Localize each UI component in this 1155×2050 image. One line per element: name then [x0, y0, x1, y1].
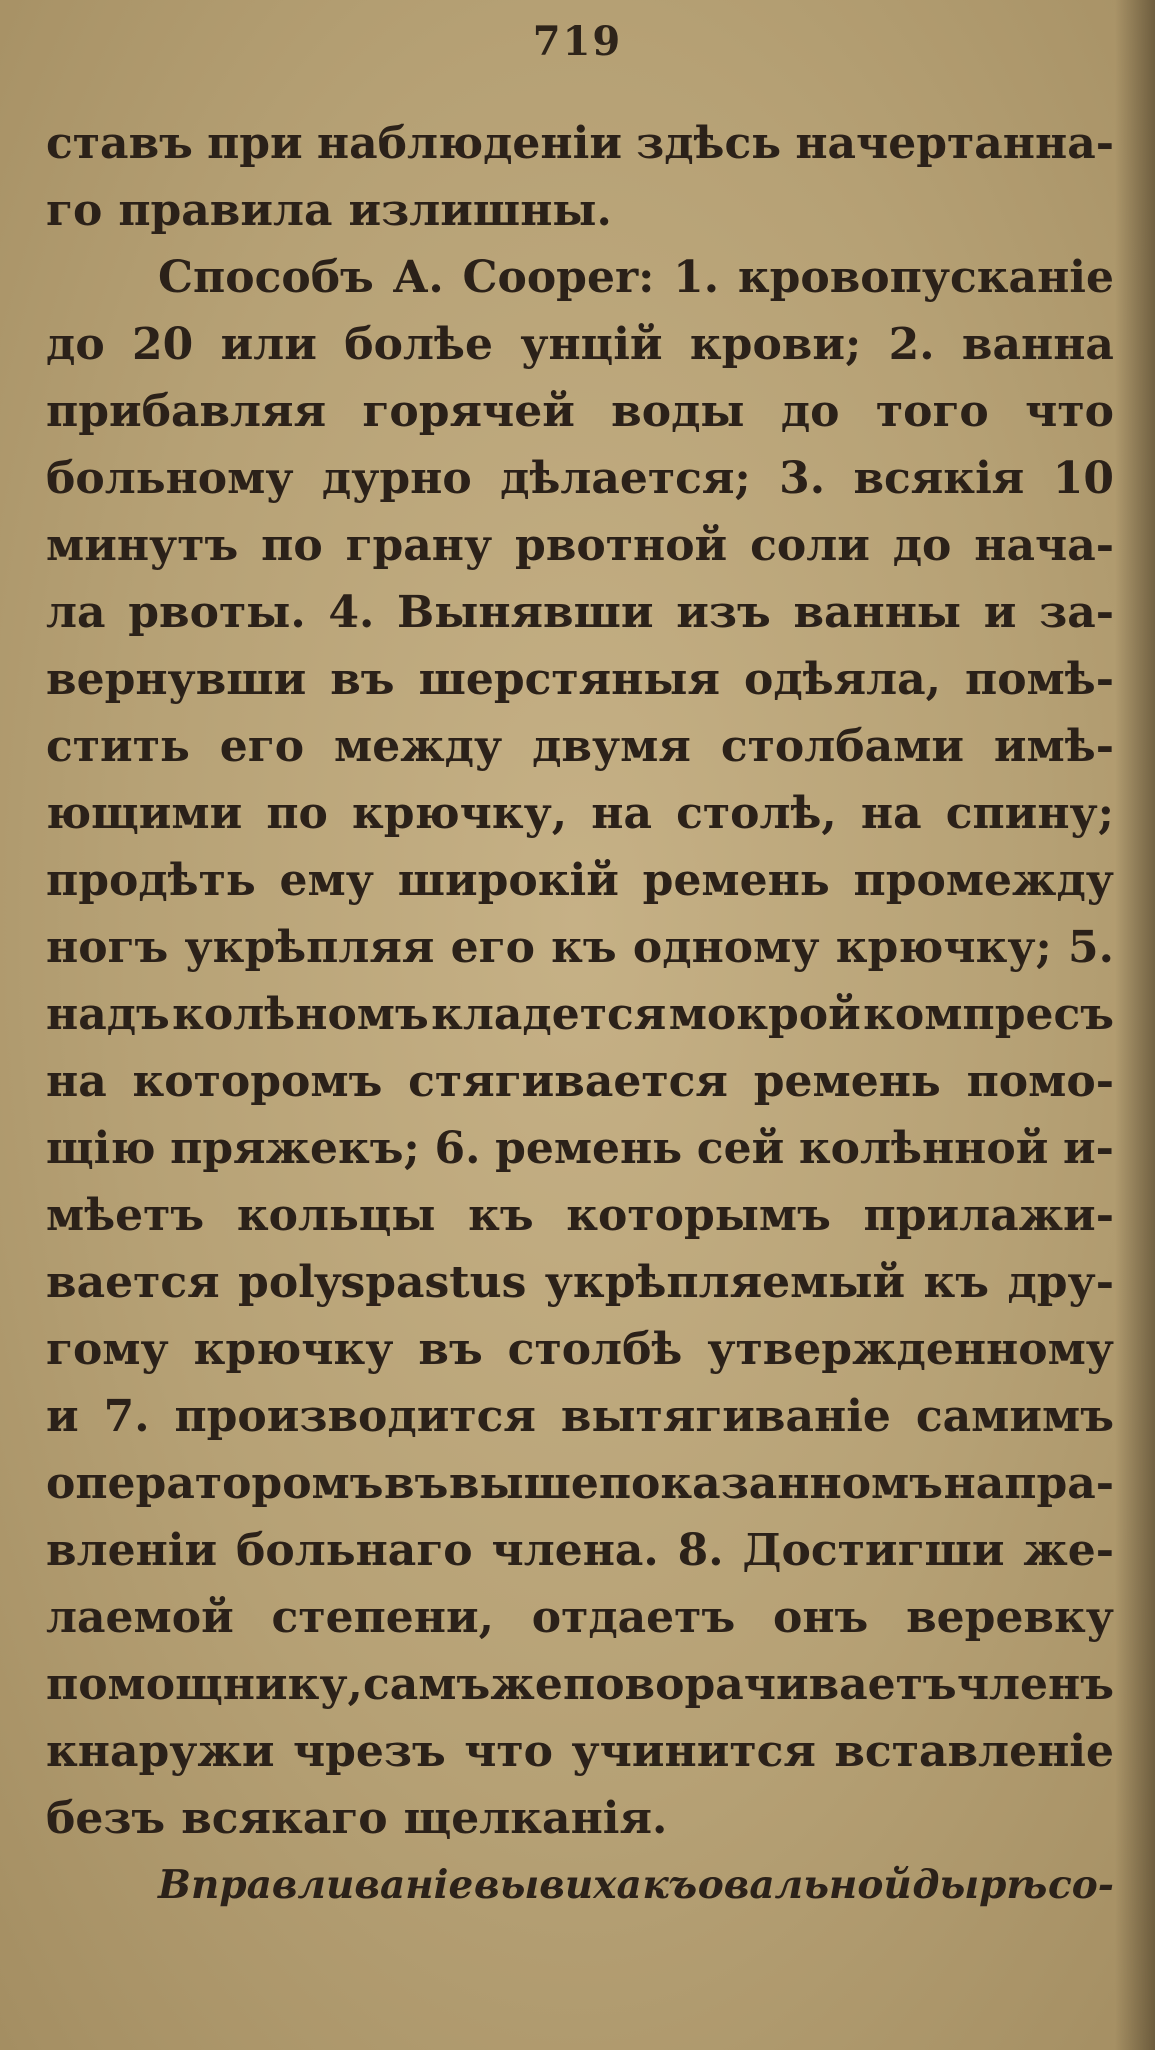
word: безъ — [46, 1793, 166, 1844]
word: спину; — [945, 788, 1114, 839]
word: его — [219, 721, 305, 772]
text-line — [46, 1651, 1114, 1718]
word: при — [207, 118, 303, 169]
word: грану — [345, 520, 493, 571]
text-line — [46, 1383, 1114, 1450]
word: 7. — [103, 1391, 150, 1442]
word: которымъ — [566, 1190, 831, 1241]
word: укрѣпляемый — [544, 1257, 906, 1308]
word: ремень — [642, 855, 830, 906]
word: здѣсь — [636, 118, 782, 169]
word: кольцы — [236, 1190, 436, 1241]
word: члена. — [491, 1525, 659, 1576]
word: что — [464, 1726, 554, 1777]
word: и- — [1063, 1123, 1114, 1174]
word: горячей — [362, 386, 575, 437]
word: на — [46, 1056, 107, 1107]
word: одному — [632, 922, 820, 973]
text-line — [46, 244, 1114, 311]
word: операторомъ — [46, 1458, 384, 1509]
word: polyspastus — [238, 1257, 527, 1308]
word: ставъ — [46, 118, 193, 169]
word: надъ — [46, 989, 170, 1040]
word: излишны. — [348, 185, 612, 236]
word: степени, — [271, 1592, 494, 1643]
text-line — [46, 1316, 1114, 1383]
word: промежду — [853, 855, 1114, 906]
word: ванна — [961, 319, 1114, 370]
word: 1. — [673, 252, 720, 303]
word: 4. — [328, 587, 375, 638]
text-line — [46, 847, 1114, 914]
word: 3. — [779, 453, 826, 504]
word: вывиха — [473, 1862, 642, 1908]
word: овальной — [697, 1862, 912, 1908]
word: щію — [46, 1123, 156, 1174]
text-line — [46, 1115, 1114, 1182]
word: вышепоказанномъ — [448, 1458, 944, 1509]
word: утвержденному — [707, 1324, 1114, 1375]
word: дырѣ — [912, 1862, 1048, 1908]
word: стягивается — [408, 1056, 728, 1107]
text-line — [46, 1517, 1114, 1584]
word: укрѣпляя — [184, 922, 435, 973]
word: кровопусканіе — [737, 252, 1114, 303]
word: столбами — [720, 721, 964, 772]
word: чрезъ — [292, 1726, 446, 1777]
word: изъ — [676, 587, 771, 638]
text-line — [46, 1048, 1114, 1115]
word: онъ — [773, 1592, 869, 1643]
word: крючку, — [352, 788, 568, 839]
word: ему — [279, 855, 374, 906]
text-line — [46, 780, 1114, 847]
word: стить — [46, 721, 190, 772]
word: Вправливаніе — [158, 1862, 474, 1908]
text-line — [46, 914, 1114, 981]
word: двумя — [532, 721, 691, 772]
text-line — [46, 1785, 1114, 1852]
word: колѣномъ — [172, 989, 429, 1040]
word: вставленіе — [834, 1726, 1114, 1777]
word: учинится — [571, 1726, 816, 1777]
word: за- — [1039, 587, 1114, 638]
word: въ — [384, 1458, 449, 1509]
word: дѣлается; — [500, 453, 751, 504]
word: по — [266, 788, 328, 839]
word: больнаго — [236, 1525, 473, 1576]
word: Вынявши — [397, 587, 654, 638]
text-line — [46, 445, 1114, 512]
word: нача- — [974, 520, 1114, 571]
word: и — [983, 587, 1017, 638]
word: 6. — [434, 1123, 481, 1174]
text-line — [46, 1718, 1114, 1785]
word: членъ — [956, 1659, 1114, 1710]
word: болѣе — [344, 319, 493, 370]
word: вернувши — [46, 654, 307, 705]
word: ногъ — [46, 922, 169, 973]
word: отдаетъ — [531, 1592, 736, 1643]
word: же- — [1023, 1525, 1114, 1576]
page-number: 719 — [532, 18, 623, 65]
word: вается — [46, 1257, 220, 1308]
word: 8. — [677, 1525, 724, 1576]
word: поворачиваетъ — [562, 1659, 957, 1710]
text-line — [46, 1182, 1114, 1249]
word: воды — [611, 386, 745, 437]
text-line — [46, 378, 1114, 445]
word: соли — [750, 520, 870, 571]
word: самимъ — [915, 1391, 1114, 1442]
word: веревку — [906, 1592, 1114, 1643]
section-heading-line — [46, 1852, 1114, 1919]
word: ванны — [793, 587, 962, 638]
word: ла — [46, 587, 106, 638]
text-line — [46, 1450, 1114, 1517]
text-line — [46, 110, 1114, 177]
word: производится — [174, 1391, 536, 1442]
word: со- — [1047, 1862, 1114, 1908]
text-line — [46, 177, 1114, 244]
word: къ — [551, 922, 617, 973]
text-line — [46, 981, 1114, 1048]
text-line — [46, 1249, 1114, 1316]
word: крючку — [193, 1324, 394, 1375]
word: больному — [46, 453, 294, 504]
word: 10 — [1052, 453, 1114, 504]
word: на — [860, 788, 922, 839]
word: минутъ — [46, 520, 239, 571]
word: кнаружи — [46, 1726, 275, 1777]
word: Cooper: — [462, 252, 655, 303]
word: ремень — [753, 1056, 941, 1107]
word: ремень — [495, 1123, 683, 1174]
word: всякаго — [181, 1793, 388, 1844]
word: что — [1025, 386, 1114, 437]
page-body — [46, 110, 1114, 1919]
word: на — [591, 788, 652, 839]
word: кладется — [431, 989, 667, 1040]
word: и — [46, 1391, 79, 1442]
binding-shadow — [1115, 0, 1155, 2050]
word: которомъ — [132, 1056, 383, 1107]
word: сей — [696, 1123, 785, 1174]
word: 20 — [132, 319, 194, 370]
word: рвоты. — [128, 587, 306, 638]
word: того — [875, 386, 989, 437]
word: помо- — [966, 1056, 1114, 1107]
word: между — [334, 721, 503, 772]
word: гому — [46, 1324, 169, 1375]
word: широкій — [397, 855, 619, 906]
word: шерстяныя — [418, 654, 720, 705]
word: по — [261, 520, 323, 571]
word: къ — [468, 1190, 534, 1241]
word: дру- — [1007, 1257, 1114, 1308]
word: правила — [118, 185, 333, 236]
word: напра- — [943, 1458, 1114, 1509]
word: продѣть — [46, 855, 256, 906]
word: мѣетъ — [46, 1190, 205, 1241]
word: 5. — [1068, 922, 1114, 973]
word: крови; — [689, 319, 862, 370]
text-line — [46, 311, 1114, 378]
word: помѣ- — [965, 654, 1114, 705]
word: до — [780, 386, 840, 437]
word: колѣнной — [798, 1123, 1049, 1174]
word: пряжекъ; — [170, 1123, 420, 1174]
word: имѣ- — [993, 721, 1114, 772]
word: ющими — [46, 788, 243, 839]
word: начертанна- — [795, 118, 1114, 169]
word: компресъ — [863, 989, 1114, 1040]
word: же — [490, 1659, 563, 1710]
word: столѣ, — [676, 788, 837, 839]
word: помощнику, — [46, 1659, 363, 1710]
word: наблюденіи — [316, 118, 622, 169]
word: прибавляя — [46, 386, 327, 437]
word: столбѣ — [507, 1324, 683, 1375]
text-line — [46, 646, 1114, 713]
word: въ — [418, 1324, 483, 1375]
word: дурно — [321, 453, 472, 504]
word: вытягиваніе — [560, 1391, 891, 1442]
word: прилажи- — [863, 1190, 1114, 1241]
word: до — [46, 319, 105, 370]
word: или — [220, 319, 317, 370]
word: А. — [392, 252, 444, 303]
word: Способъ — [158, 252, 374, 303]
word: всякія — [853, 453, 1025, 504]
word: мокрой — [668, 989, 861, 1040]
word: щелканія. — [403, 1793, 668, 1844]
word: Достигши — [742, 1525, 1005, 1576]
word: рвотной — [515, 520, 728, 571]
text-line — [46, 579, 1114, 646]
text-line — [46, 713, 1114, 780]
text-line — [46, 1584, 1114, 1651]
word: къ — [923, 1257, 990, 1308]
word: 2. — [888, 319, 935, 370]
word: къ — [642, 1862, 698, 1908]
word: лаемой — [46, 1592, 234, 1643]
word: самъ — [362, 1659, 491, 1710]
word: одѣяла, — [744, 654, 941, 705]
text-line — [46, 512, 1114, 579]
word: его — [450, 922, 535, 973]
word: въ — [330, 654, 395, 705]
word: унцій — [520, 319, 663, 370]
word: го — [46, 185, 103, 236]
word: до — [892, 520, 952, 571]
word: вленіи — [46, 1525, 218, 1576]
word: крючку; — [835, 922, 1052, 973]
